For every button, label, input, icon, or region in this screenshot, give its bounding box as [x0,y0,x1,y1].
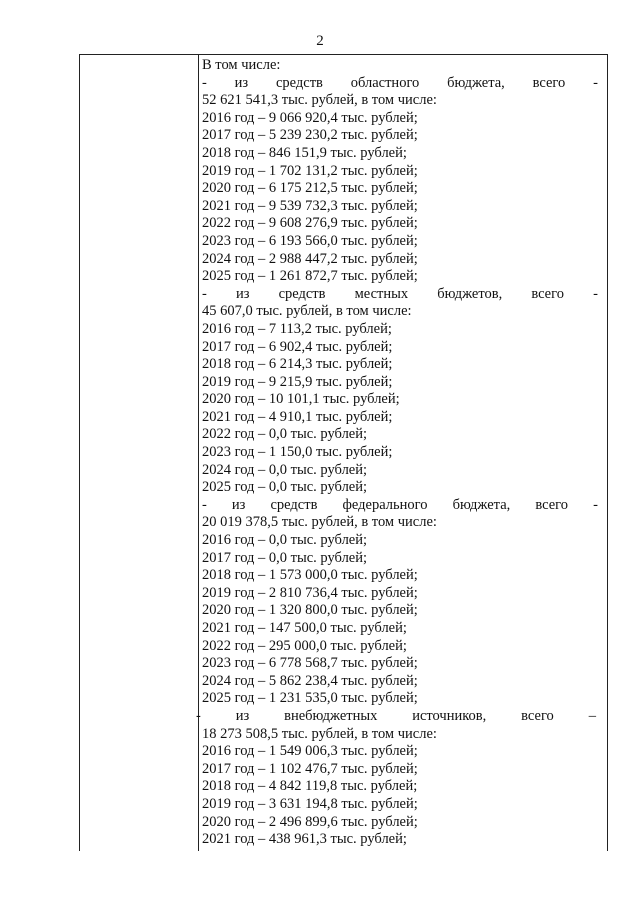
year-amount-line: 2019 год – 3 631 194,8 тыс. рублей; [202,795,418,812]
header-word: – [588,707,596,724]
header-word: бюджета, [447,74,505,91]
year-amount-line: 2021 год – 147 500,0 тыс. рублей; [202,620,407,636]
year-amount-line: 2018 год – 4 842 119,8 тыс. рублей; [202,778,418,795]
regional-header [202,75,598,93]
header-word: из [231,496,246,513]
year-amount-line: 2021 год – 4 910,1 тыс. рублей; [202,408,393,425]
local-header [202,286,598,304]
column-divider [198,55,199,851]
federal-budget-section [202,497,598,708]
local-budget-section [202,286,598,497]
year-amount-line: 2021 год – 438 961,3 тыс. рублей; [202,831,407,848]
year-amount-line: 2022 год – 9 608 276,9 тыс. рублей; [202,215,418,232]
header-word: всего [535,496,568,513]
header-word: из [235,707,250,724]
funding-text-cell [196,57,598,849]
year-amount-line: 2017 год – 1 102 476,7 тыс. рублей; [202,760,418,777]
header-word: - [202,496,207,513]
header-word: средств [270,496,318,513]
year-amount-line: 2017 год – 5 239 230,2 тыс. рублей; [202,127,418,144]
header-word: средств [278,285,326,302]
year-amount-line: 2016 год – 1 549 006,3 тыс. рублей; [202,743,418,760]
header-word: федерального [342,496,428,513]
year-amount-line: 2023 год – 6 778 568,7 тыс. рублей; [202,655,418,672]
year-amount-line: 2018 год – 846 151,9 тыс. рублей; [202,144,407,161]
header-word: областного [350,74,420,91]
header-word: - [593,74,598,91]
year-amount-line: 2016 год – 9 066 920,4 тыс. рублей; [202,109,418,126]
header-word: местных [354,285,409,302]
header-word: из [234,74,249,91]
regional-total: 52 621 541,3 тыс. рублей, в том числе: [202,92,437,109]
year-amount-line: 2023 год – 1 150,0 тыс. рублей; [202,444,393,461]
year-amount-line: 2024 год – 5 862 238,4 тыс. рублей; [202,672,418,689]
header-word: - [593,285,598,302]
header-word: - [202,285,207,302]
header-word: всего [531,285,564,302]
extrabudgetary-section [196,707,598,849]
header-word: - [593,496,598,513]
federal-years-list [202,532,598,708]
federal-header [202,497,598,515]
year-amount-line: 2020 год – 1 320 800,0 тыс. рублей; [202,602,418,619]
year-amount-line: 2019 год – 2 810 736,4 тыс. рублей; [202,584,418,601]
intro-line: В том числе: [202,57,281,73]
year-amount-line: 2017 год – 0,0 тыс. рублей; [202,549,368,566]
regional-years-list [202,110,598,286]
year-amount-line: 2019 год – 1 702 131,2 тыс. рублей; [202,162,418,179]
extrabudgetary-header [196,708,596,726]
year-amount-line: 2022 год – 0,0 тыс. рублей; [202,426,368,443]
year-amount-line: 2025 год – 1 231 535,0 тыс. рублей; [202,690,418,707]
federal-total: 20 019 378,5 тыс. рублей, в том числе: [202,514,437,531]
local-total: 45 607,0 тыс. рублей, в том числе: [202,303,412,320]
header-word: бюджетов, [437,285,503,302]
header-word: внебюджетных [284,707,378,724]
year-amount-line: 2024 год – 0,0 тыс. рублей; [202,461,368,478]
header-word: бюджета, [452,496,511,513]
year-amount-line: 2025 год – 0,0 тыс. рублей; [202,479,368,496]
year-amount-line: 2018 год – 6 214,3 тыс. рублей; [202,356,393,373]
year-amount-line: 2016 год – 7 113,2 тыс. рублей; [202,320,392,337]
header-word: всего [532,74,566,91]
local-years-list [202,321,598,497]
header-word: - [202,74,207,91]
header-word: источников, [412,707,487,724]
year-amount-line: 2017 год – 6 902,4 тыс. рублей; [202,338,393,355]
year-amount-line: 2024 год – 2 988 447,2 тыс. рублей; [202,250,418,267]
extrabudgetary-total: 18 273 508,5 тыс. рублей, в том числе: [202,725,437,742]
year-amount-line: 2018 год – 1 573 000,0 тыс. рублей; [202,567,418,584]
year-amount-line: 2023 год – 6 193 566,0 тыс. рублей; [202,232,418,249]
year-amount-line: 2022 год – 295 000,0 тыс. рублей; [202,637,407,654]
header-word: средств [275,74,323,91]
year-amount-line: 2020 год – 10 101,1 тыс. рублей; [202,391,400,408]
page-number: 2 [316,33,324,49]
header-word: - [196,707,201,724]
header-word: всего [521,707,554,724]
year-amount-line: 2020 год – 6 175 212,5 тыс. рублей; [202,180,418,197]
year-amount-line: 2021 год – 9 539 732,3 тыс. рублей; [202,197,418,214]
year-amount-line: 2016 год – 0,0 тыс. рублей; [202,532,368,549]
extrabudgetary-years-list [202,743,598,849]
regional-budget-section [202,75,598,286]
year-amount-line: 2020 год – 2 496 899,6 тыс. рублей; [202,813,418,830]
year-amount-line: 2025 год – 1 261 872,7 тыс. рублей; [202,268,418,285]
header-word: из [235,285,250,302]
funding-table [79,54,608,851]
year-amount-line: 2019 год – 9 215,9 тыс. рублей; [202,373,393,390]
